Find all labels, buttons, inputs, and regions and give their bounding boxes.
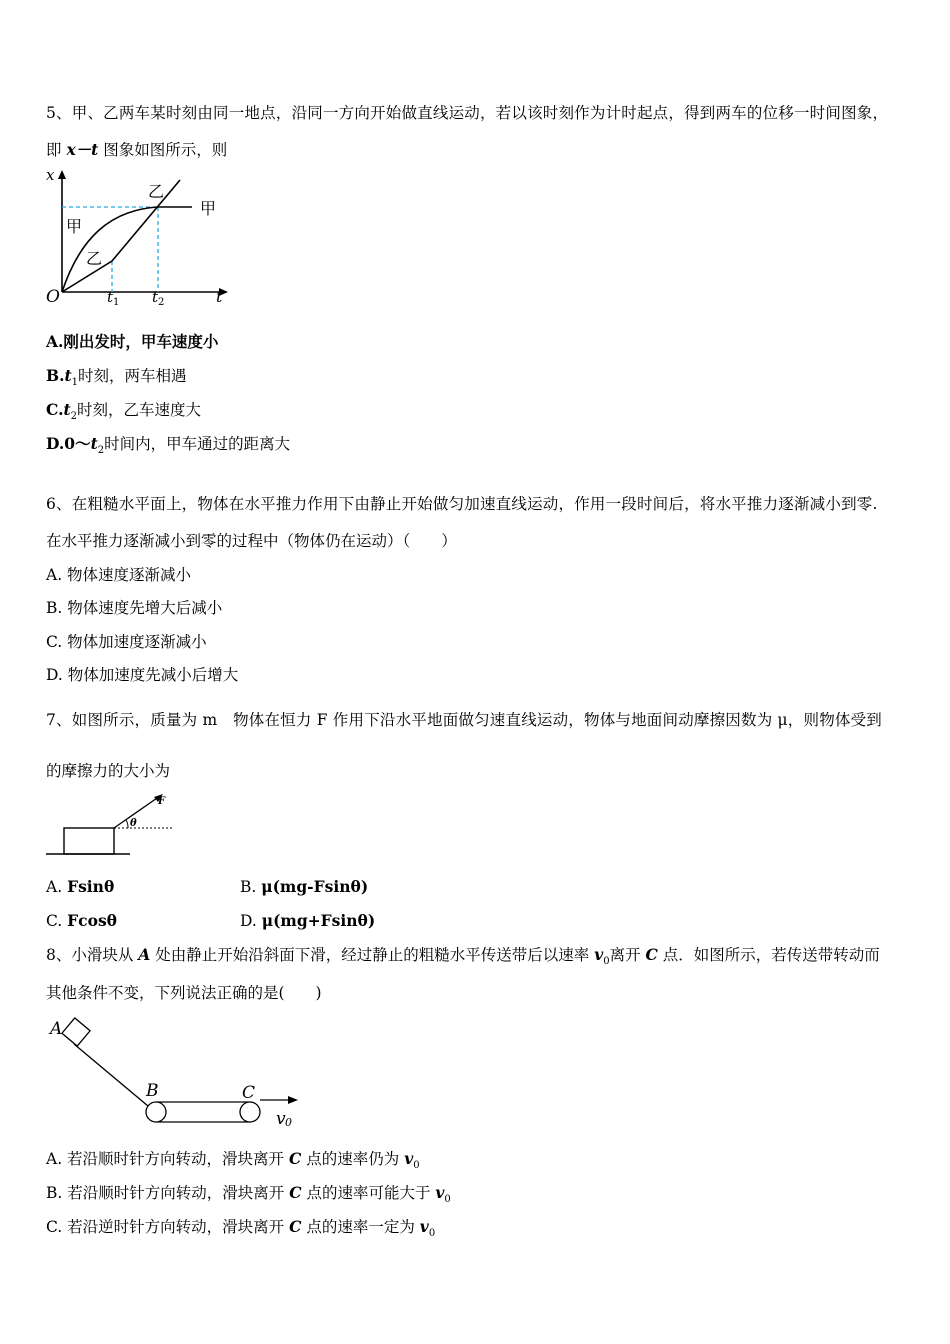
yi-top-label: 乙 [148, 182, 165, 201]
point-b-label: B [146, 1081, 159, 1101]
q5-option-c: $C.t_2$时刻，乙车速度大 [46, 400, 202, 423]
force-label: F [158, 796, 166, 807]
axis-label-t: t [216, 287, 223, 306]
q6-stem-line1: 6、在粗糙水平面上，物体在水平推力作用下由静止开始做匀加速直线运动，作用一段时间后，将水平推力逐渐减小到零. [46, 495, 878, 513]
origin-label: O [46, 287, 60, 307]
q5-option-b: $B.t_1$时刻，两车相遇 [46, 366, 187, 389]
q8-stem-line2: 其他条件不变，下列说法正确的是( ) [46, 984, 322, 1002]
q7-option-a: A. Fsinθ [46, 877, 115, 896]
y-axis-arrow [58, 170, 66, 179]
q7-option-b: B. μ(mg-Fsinθ) [240, 877, 369, 896]
right-roller [240, 1102, 260, 1122]
q6-option-b: B. 物体速度先增大后减小 [46, 599, 223, 617]
t1-subscript: 1 [113, 297, 120, 308]
incline [74, 1044, 148, 1106]
q8-stem-line1: 8、小滑块从 A 处由静止开始沿斜面下滑，经过静止的粗糙水平传送带后以速率 $v_0$离开 C 点．如图所示，若传送带转动而 [46, 945, 880, 968]
q8-option-a: A. 若沿顺时针方向转动，滑块离开 C 点的速率仍为 $v_0$ [46, 1149, 420, 1172]
q5-xt-graph [40, 168, 240, 310]
q5-stem-line2: 即 x－t 图象如图所示，则 [46, 140, 228, 159]
q8-option-c: C. 若沿逆时针方向转动，滑块离开 C 点的速率一定为 $v_0$ [46, 1217, 436, 1240]
jia-line-label: 甲 [200, 199, 217, 218]
q8-conveyor-figure [44, 1012, 314, 1132]
t2-label: t [152, 288, 159, 306]
q7-stem-line2: 的摩擦力的大小为 [46, 762, 171, 780]
q6-option-a: A. 物体速度逐渐减小 [46, 566, 192, 584]
block [64, 828, 114, 854]
q7-stem-line1: 7、如图所示，质量为 m 物体在恒力 F 作用下沿水平地面做匀速直线运动，物体与地面间动摩擦因数为 μ，则物体受到 [46, 711, 882, 729]
v0-label: v [276, 1109, 286, 1129]
q6-option-d: D. 物体加速度先减小后增大 [46, 666, 239, 684]
q7-option-c: C. Fcosθ [46, 911, 118, 930]
yi-mid-label: 乙 [86, 249, 103, 268]
t2-subscript: 2 [158, 297, 165, 308]
force-arrow [114, 796, 160, 828]
q8-option-b: B. 若沿顺时针方向转动，滑块离开 C 点的速率可能大于 $v_0$ [46, 1183, 451, 1206]
point-a-label: A [50, 1019, 63, 1039]
angle-label: θ [130, 818, 137, 829]
v0-subscript: 0 [285, 1116, 292, 1129]
q7-option-d: D. μ(mg+Fsinθ) [240, 911, 376, 930]
slider-block [62, 1018, 90, 1046]
jia-curve-label: 甲 [66, 217, 83, 236]
q5-option-a: A.刚出发时，甲车速度小 [46, 332, 219, 351]
t1-label: t [107, 288, 114, 306]
axis-label-x: x [46, 166, 55, 184]
q6-stem-line2: 在水平推力逐渐减小到零的过程中（物体仍在运动）（ ） [46, 532, 457, 550]
point-c-label: C [242, 1083, 256, 1103]
q6-option-c: C. 物体加速度逐渐减小 [46, 633, 207, 651]
q5-stem-line1: 5、甲、乙两车某时刻由同一地点，沿同一方向开始做直线运动，若以该时刻作为计时起点，得到两车的位移一时间图象， [46, 104, 889, 122]
q5-option-d: $D.0\sim t_2$时间内，甲车通过的距离大 [46, 434, 291, 457]
left-roller [146, 1102, 166, 1122]
q7-block-figure [44, 790, 184, 858]
